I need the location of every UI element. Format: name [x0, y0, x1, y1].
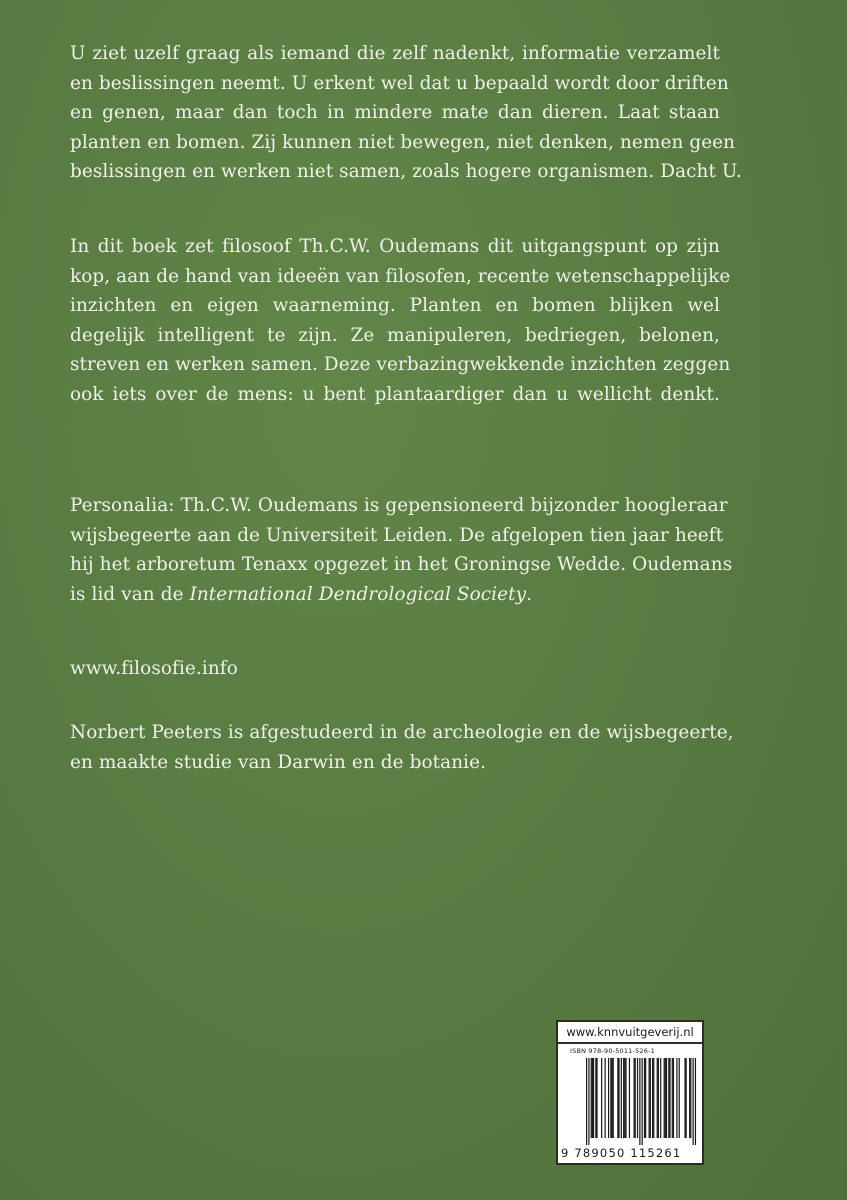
publisher-url: www.knnvuitgeverij.nl: [558, 1022, 702, 1044]
barcode-bar: [596, 1058, 597, 1138]
premise-line: inzichten en eigen waarneming. Planten en bomen blijken wel: [70, 295, 720, 316]
barcode-bar: [605, 1058, 606, 1138]
barcode-bar: [658, 1058, 659, 1138]
barcode-bar: [666, 1058, 667, 1138]
premise-paragraph: [70, 232, 731, 409]
barcode-bar: [679, 1058, 680, 1138]
barcode-bar: [693, 1058, 694, 1145]
website-url: www.filosofie.info: [70, 658, 238, 679]
barcode-bar: [650, 1058, 651, 1138]
personalia-suffix: .: [526, 583, 533, 605]
barcode-bar: [672, 1058, 673, 1138]
barcode-bar: [664, 1058, 665, 1138]
barcode-bar: [608, 1058, 609, 1138]
barcode-bar: [625, 1058, 626, 1138]
premise-line: degelijk intelligent te zijn. Ze manipuleren, bedriegen, belonen,: [70, 324, 720, 346]
premise-line: ook iets over de mens: u bent plantaardiger dan u wellicht denkt.: [70, 383, 720, 405]
personalia-paragraph: [70, 491, 733, 609]
barcode-bar: [635, 1058, 636, 1138]
barcode-bar: [665, 1058, 666, 1138]
barcode-bar: [613, 1058, 614, 1138]
barcode-bar: [623, 1058, 624, 1138]
barcode-bar: [611, 1058, 612, 1138]
barcode-bar: [673, 1058, 674, 1138]
peeters-line: Norbert Peeters is afgestudeerd in de archeologie en de wijsbegeerte,: [70, 722, 734, 743]
intro-line: planten en bomen. Zij kunnen niet bewegen, niet denken, nemen geen: [70, 131, 736, 153]
barcode-bar: [642, 1058, 643, 1145]
barcode-bar: [639, 1058, 640, 1145]
barcode-bar: [593, 1058, 594, 1138]
barcode-bar: [644, 1058, 645, 1138]
barcode-bar: [586, 1058, 587, 1145]
barcode-panel: [556, 1020, 704, 1165]
premise-line: In dit boek zet filosoof Th.C.W. Oudemans dit uitgangspunt op zijn: [70, 236, 720, 257]
premise-line: streven en werken samen. Deze verbazingwekkende inzichten zeggen: [70, 354, 731, 375]
website-block: [70, 654, 720, 684]
barcode-bar: [660, 1058, 661, 1138]
barcode-bar: [601, 1058, 602, 1138]
barcode-bar: [633, 1058, 634, 1138]
barcode-bar: [591, 1058, 592, 1138]
premise-line: kop, aan de hand van ideeën van filosofen, recente wetenschappelijke: [70, 265, 731, 287]
barcode-bar: [669, 1058, 670, 1138]
barcode-bar: [653, 1058, 654, 1138]
barcode-bar: [686, 1058, 687, 1138]
barcode-bar: [629, 1058, 630, 1138]
barcode-bar: [595, 1058, 596, 1138]
barcode-bar: [618, 1058, 619, 1138]
peeters-paragraph: [70, 718, 734, 777]
barcode-icon: [566, 1058, 698, 1145]
barcode-bar: [588, 1058, 589, 1145]
personalia-line: wijsbegeerte aan de Universiteit Leiden. De afgelopen tien jaar heeft: [70, 524, 724, 546]
intro-paragraph: [70, 39, 742, 187]
barcode-bar: [637, 1058, 638, 1138]
isbn-label: ISBN 978-90-5011-526-1: [570, 1047, 655, 1055]
barcode-bar: [690, 1058, 691, 1138]
barcode-bar: [645, 1058, 646, 1138]
barcode-bar: [668, 1058, 669, 1138]
barcode-bar: [676, 1058, 677, 1138]
personalia-last-line: [70, 580, 720, 610]
barcode-bar: [649, 1058, 650, 1138]
barcode-bar: [621, 1058, 622, 1138]
barcode-bar: [610, 1058, 611, 1138]
peeters-line: en maakte studie van Darwin en de botanie.: [70, 751, 487, 773]
intro-line: U ziet uzelf graag als iemand die zelf nadenkt, informatie verzamelt: [70, 43, 720, 64]
intro-line: en beslissingen neemt. U erkent wel dat u bepaald wordt door driften: [70, 72, 729, 94]
barcode-bar: [684, 1058, 685, 1138]
intro-line: beslissingen en werken niet samen, zoals hogere organismen. Dacht U.: [70, 161, 742, 182]
intro-line: en genen, maar dan toch in mindere mate dan dieren. Laat staan: [70, 102, 720, 123]
barcode-bar: [695, 1058, 696, 1145]
barcode-number: 9 789050 115261: [561, 1146, 682, 1160]
personalia-line: Personalia: Th.C.W. Oudemans is gepensioneerd bijzonder hoogleraar: [70, 495, 728, 516]
barcode-bar: [652, 1058, 653, 1138]
barcode-bar: [617, 1058, 618, 1138]
society-name: International Dendrological Society: [189, 583, 527, 605]
barcode-bar: [689, 1058, 690, 1138]
personalia-line: hij het arboretum Tenaxx opgezet in het Groningse Wedde. Oudemans: [70, 554, 733, 575]
personalia-prefix: is lid van de: [70, 583, 190, 605]
barcode-bar: [592, 1058, 593, 1138]
barcode-bar: [624, 1058, 625, 1138]
barcode-bar: [657, 1058, 658, 1138]
